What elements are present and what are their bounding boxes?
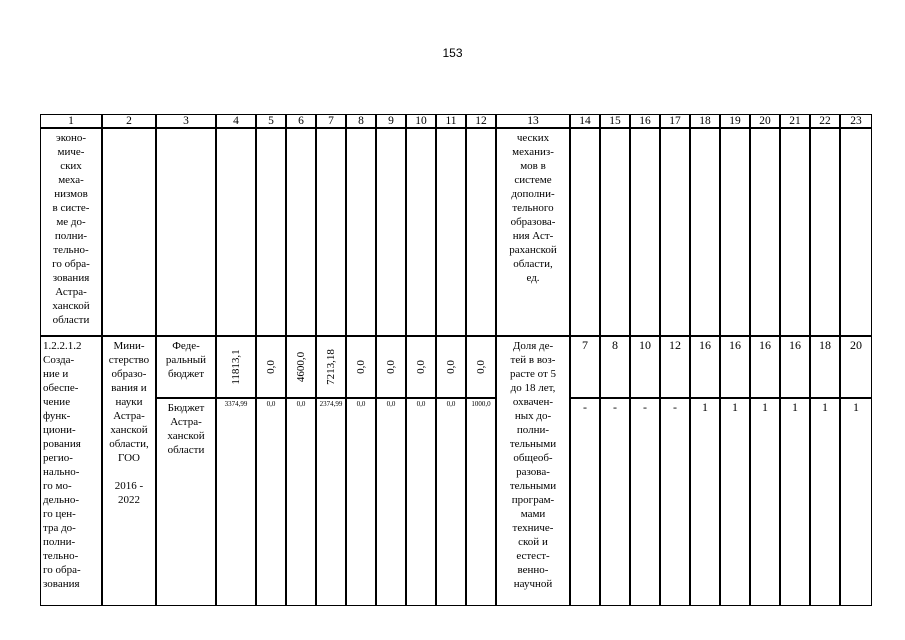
- continuation-empty-16: [630, 128, 660, 336]
- header-cell-7: 7: [316, 114, 346, 128]
- federal-value-11: [436, 336, 466, 398]
- regional-value-10: 0,0: [406, 398, 436, 606]
- continuation-empty-19: [720, 128, 750, 336]
- federal-value-text: 0,0: [475, 360, 487, 374]
- regional-value-6: 0,0: [286, 398, 316, 606]
- header-cell-2: 2: [102, 114, 156, 128]
- continuation-empty-8: [346, 128, 376, 336]
- continuation-empty-12: [466, 128, 496, 336]
- federal-value-text: 0,0: [355, 360, 367, 374]
- regional-value-9: 0,0: [376, 398, 406, 606]
- continuation-empty-14: [570, 128, 600, 336]
- target-value-19: 16: [720, 336, 750, 398]
- target-value-row2-19: 1: [720, 398, 750, 606]
- continuation-empty-11: [436, 128, 466, 336]
- header-cell-17: 17: [660, 114, 690, 128]
- federal-value-text: 0,0: [265, 360, 277, 374]
- regional-value-5: 0,0: [256, 398, 286, 606]
- federal-value-4: [216, 336, 256, 398]
- regional-value-7: 2374,99: [316, 398, 346, 606]
- measure-cell: 1.2.2.1.2 Созда- ние и обеспе- чение функ- циони- рования регио- нально- го мо- дельно- го цен- тра до- полни- тельно- го обра- зования: [40, 336, 102, 606]
- page-number: 153: [442, 46, 463, 60]
- indicator-cell: Доля де- тей в воз- расте от 5 до 18 лет, охвачен- ных до- полни- тельными общеоб- разова- тельными програм- мами техниче- ской и естест- венно- научной: [496, 336, 570, 606]
- header-cell-1: 1: [40, 114, 102, 128]
- federal-value-10: [406, 336, 436, 398]
- target-value-22: 18: [810, 336, 840, 398]
- continuation-empty-18: [690, 128, 720, 336]
- header-cell-14: 14: [570, 114, 600, 128]
- continuation-empty-20: [750, 128, 780, 336]
- header-cell-6: 6: [286, 114, 316, 128]
- federal-value-text: 4600,0: [295, 351, 307, 383]
- regional-budget-source: Бюджет Астра- ханской области: [156, 398, 216, 606]
- target-value-20: 16: [750, 336, 780, 398]
- budget-table: [40, 114, 872, 606]
- continuation-empty-10: [406, 128, 436, 336]
- header-cell-9: 9: [376, 114, 406, 128]
- target-value-row2-23: 1: [840, 398, 872, 606]
- continuation-empty-15: [600, 128, 630, 336]
- continuation-empty-5: [256, 128, 286, 336]
- federal-value-9: [376, 336, 406, 398]
- continuation-empty-2: [102, 128, 156, 336]
- target-value-21: 16: [780, 336, 810, 398]
- target-value-row2-16: -: [630, 398, 660, 606]
- target-value-17: 12: [660, 336, 690, 398]
- header-cell-10: 10: [406, 114, 436, 128]
- target-value-row2-18: 1: [690, 398, 720, 606]
- continuation-empty-22: [810, 128, 840, 336]
- regional-value-4: 3374,99: [216, 398, 256, 606]
- federal-value-text: 0,0: [385, 360, 397, 374]
- header-cell-4: 4: [216, 114, 256, 128]
- header-cell-16: 16: [630, 114, 660, 128]
- header-cell-19: 19: [720, 114, 750, 128]
- target-value-row2-15: -: [600, 398, 630, 606]
- executor-cell: Мини- стерство образо- вания и науки Астра- ханской области, ГОО 2016 - 2022: [102, 336, 156, 606]
- federal-value-text: 0,0: [415, 360, 427, 374]
- header-cell-3: 3: [156, 114, 216, 128]
- federal-value-6: [286, 336, 316, 398]
- target-value-row2-21: 1: [780, 398, 810, 606]
- header-cell-5: 5: [256, 114, 286, 128]
- federal-value-7: [316, 336, 346, 398]
- continuation-empty-3: [156, 128, 216, 336]
- header-cell-21: 21: [780, 114, 810, 128]
- federal-value-text: 11813,1: [230, 349, 242, 385]
- header-cell-12: 12: [466, 114, 496, 128]
- target-value-row2-20: 1: [750, 398, 780, 606]
- federal-budget-source: Феде- ральный бюджет: [156, 336, 216, 398]
- regional-value-11: 0,0: [436, 398, 466, 606]
- target-value-row2-17: -: [660, 398, 690, 606]
- regional-value-12: 1000,0: [466, 398, 496, 606]
- header-cell-18: 18: [690, 114, 720, 128]
- federal-value-12: [466, 336, 496, 398]
- continuation-indicator-cell: ческих механиз- мов в системе дополни- тельного образова- ния Аст- раханской области, ед.: [496, 128, 570, 336]
- continuation-empty-7: [316, 128, 346, 336]
- target-value-16: 10: [630, 336, 660, 398]
- federal-value-8: [346, 336, 376, 398]
- header-cell-20: 20: [750, 114, 780, 128]
- header-cell-15: 15: [600, 114, 630, 128]
- federal-value-text: 7213,18: [325, 349, 337, 385]
- target-value-row2-14: -: [570, 398, 600, 606]
- target-value-row2-22: 1: [810, 398, 840, 606]
- federal-value-text: 0,0: [445, 360, 457, 374]
- target-value-23: 20: [840, 336, 872, 398]
- regional-value-8: 0,0: [346, 398, 376, 606]
- continuation-empty-9: [376, 128, 406, 336]
- header-cell-11: 11: [436, 114, 466, 128]
- header-cell-23: 23: [840, 114, 872, 128]
- header-cell-22: 22: [810, 114, 840, 128]
- continuation-empty-17: [660, 128, 690, 336]
- continuation-empty-21: [780, 128, 810, 336]
- continuation-measure-cell: эконо- миче- ских меха- низмов в систе- ме до- полни- тельно- го обра- зования Астра- ханской области: [40, 128, 102, 336]
- target-value-18: 16: [690, 336, 720, 398]
- target-value-14: 7: [570, 336, 600, 398]
- continuation-empty-4: [216, 128, 256, 336]
- continuation-empty-6: [286, 128, 316, 336]
- header-cell-8: 8: [346, 114, 376, 128]
- continuation-empty-23: [840, 128, 872, 336]
- header-cell-13: 13: [496, 114, 570, 128]
- target-value-15: 8: [600, 336, 630, 398]
- federal-value-5: [256, 336, 286, 398]
